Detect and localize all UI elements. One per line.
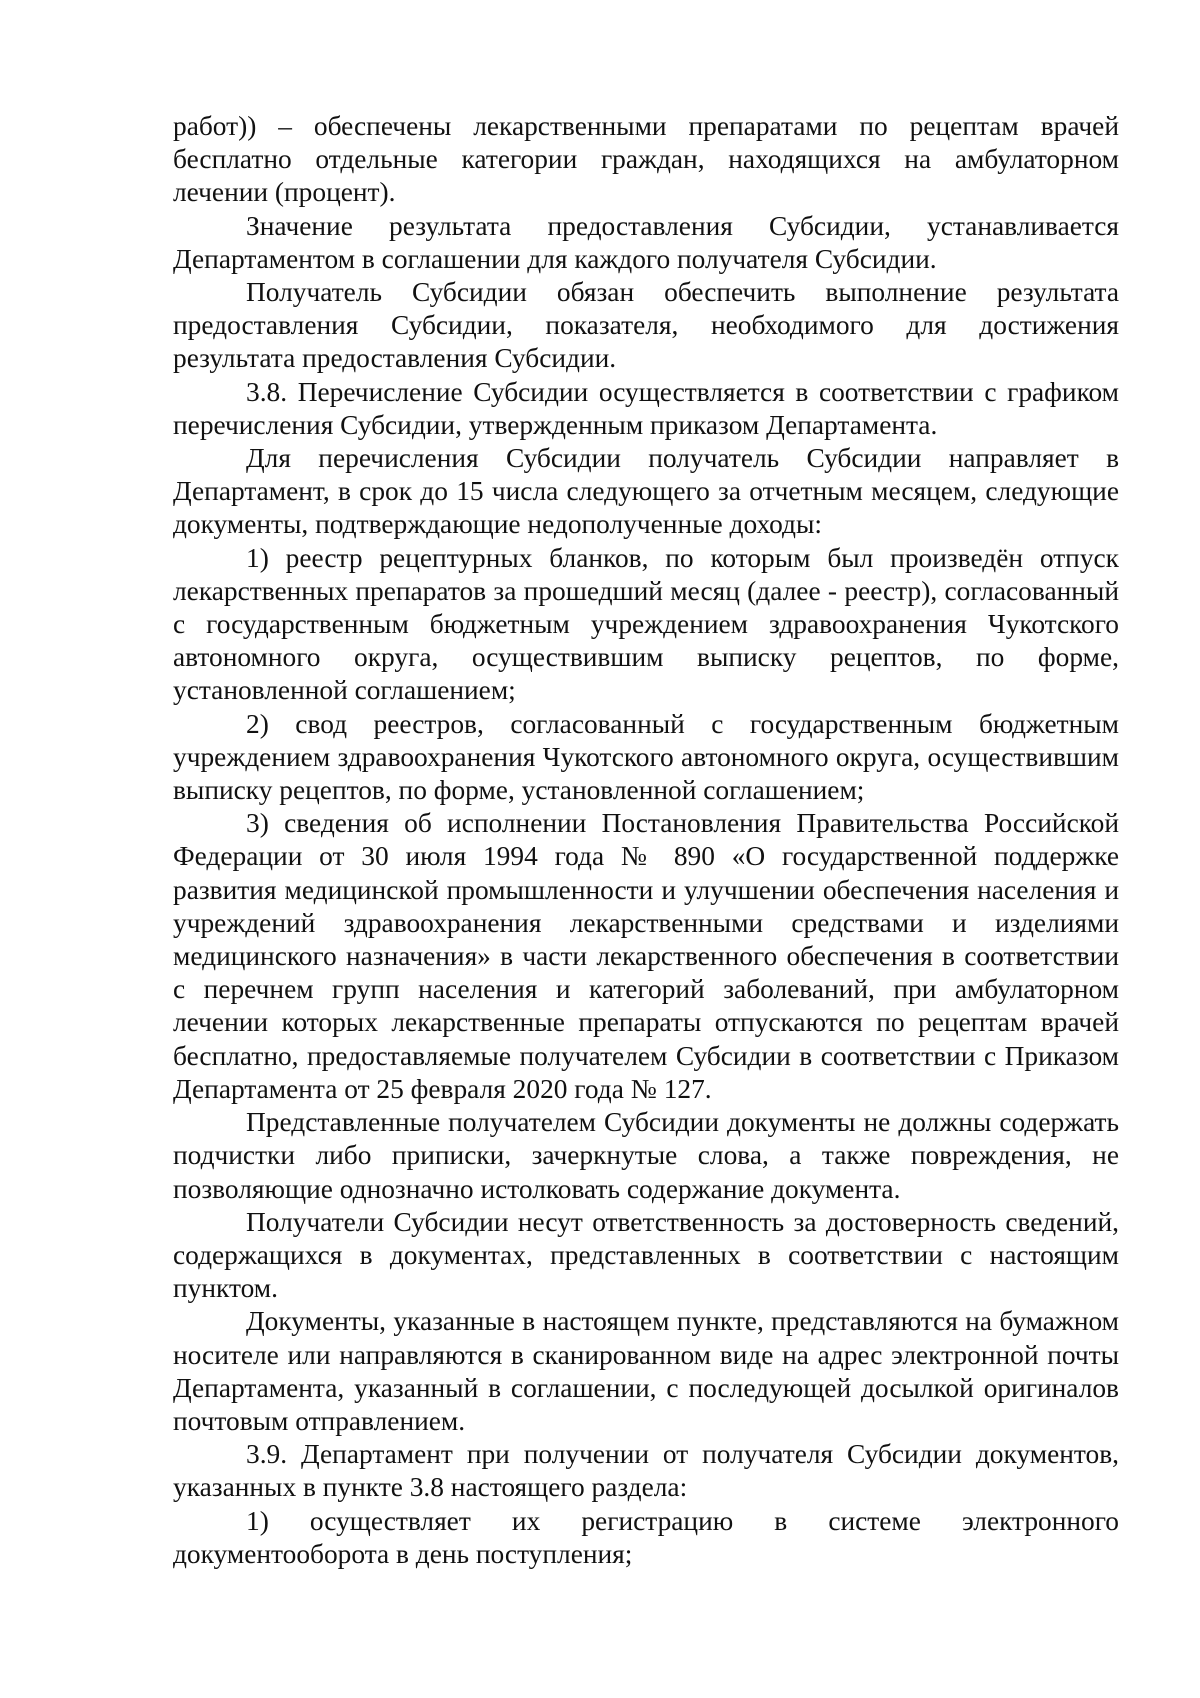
paragraph: Представленные получателем Субсидии документы не должны содержать подчистки либо приписки, зачеркнутые слова, а также повреждения, не позволяющие однозначно истолковать содержание документа.: [173, 1107, 1119, 1204]
section-heading-paragraph: 3.9. Департамент при получении от получателя Субсидии документов, указанных в пункте 3.8 настоящего раздела:: [173, 1439, 1119, 1503]
list-item: 1) реестр рецептурных бланков, по которым был произведён отпуск лекарственных препаратов за прошедший месяц (далее - реестр), согласованный с государственным бюджетным учреждением здравоохранения Чукотского автономного округа, осуществившим выписку рецептов, по форме, установленной соглашением;: [173, 542, 1119, 706]
document-page: [173, 110, 1119, 1571]
paragraph: 3.8. Перечисление Субсидии осуществляется в соответствии с графиком перечисления Субсидии, утвержденным приказом Департамента.: [173, 376, 1119, 440]
paragraph: Получатель Субсидии обязан обеспечить выполнение результата предоставления Субсидии, показателя, необходимого для достижения результата предоставления Субсидии.: [173, 277, 1119, 374]
paragraph: Значение результата предоставления Субсидии, устанавливается Департаментом в соглашении для каждого получателя Субсидии.: [173, 210, 1119, 274]
paragraph: работ)) – обеспечены лекарственными препаратами по рецептам врачей бесплатно отдельные категории граждан, находящихся на амбулаторном лечении (процент).: [173, 111, 1119, 208]
paragraph: Получатели Субсидии несут ответственность за достоверность сведений, содержащихся в документах, представленных в соответствии с настоящим пунктом.: [173, 1206, 1119, 1304]
list-item: 1) осуществляет их регистрацию в системе электронного документооборота в день поступления;: [173, 1505, 1119, 1569]
paragraph: Для перечисления Субсидии получатель Субсидии направляет в Департамент, в срок до 15 числа следующего за отчетным месяцем, следующие документы, подтверждающие недополученные доходы:: [173, 443, 1119, 540]
paragraph: Документы, указанные в настоящем пункте, представляются на бумажном носителе или направляются в сканированном виде на адрес электронной почты Департамента, указанный в соглашении, с последующей досылкой оригиналов почтовым отправлением.: [173, 1306, 1119, 1436]
list-item: 2) свод реестров, согласованный с государственным бюджетным учреждением здравоохранения Чукотского автономного округа, осуществившим выписку рецептов, по форме, установленной соглашением;: [173, 708, 1119, 806]
list-item: 3) сведения об исполнении Постановления Правительства Российской Федерации от 30 июля 1994 года № 890 «О государственной поддержке развития медицинской промышленности и улучшении обеспечения населения и учреждений здравоохранения лекарственными средствами и изделиями медицинского назначения» в части лекарственного обеспечения в соответствии с перечнем групп населения и категорий заболеваний, при амбулаторном лечении которых лекарственные препараты отпускаются по рецептам врачей бесплатно, предоставляемые получателем Субсидии в соответствии с Приказом Департамента от 25 февраля 2020 года № 127.: [173, 808, 1119, 1104]
